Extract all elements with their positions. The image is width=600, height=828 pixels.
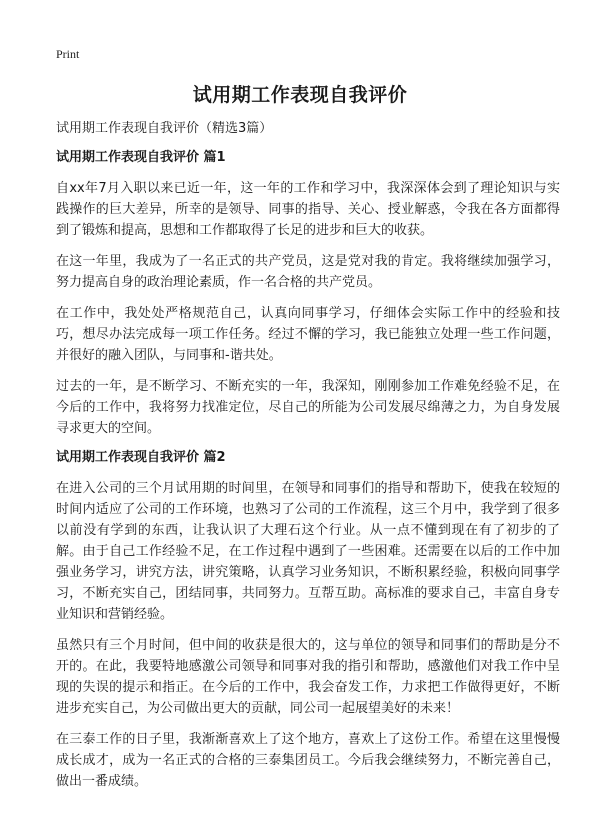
paragraph: 过去的一年，是不断学习、不断充实的一年，我深知，刚刚参加工作难免经验不足，在今后的工作中，我将努力找准定位，尽自己的所能为公司发展尽绵薄之力，为自身发展寻求更大的空间。 (56, 379, 560, 436)
paragraph: 虽然只有三个月时间，但中间的收获是很大的，这与单位的领导和同事们的帮助是分不开的。在此，我要特地感激公司领导和同事对我的指引和帮助，感激他们对我工作中呈现的失误的提示和指正。在今后的工作中，我会奋发工作，力求把工作做得更好，不断进步充实自己，为公司做出更大的贡献，同公司一起展望美好的未来！ (56, 638, 560, 716)
paragraph: 在进入公司的三个月试用期的时间里，在领导和同事们的指导和帮助下，使我在较短的时间内适应了公司的工作环境，也熟习了公司的工作流程，这三个月中，我学到了很多以前没有学到的东西，让我认识了大理石这个行业。从一点不懂到现在有了初步的了解。由于自己工作经验不足，在工作过程中遇到了一些困难。还需要在以后的工作中加强业务学习，讲究方法，讲究策略，认真学习业务知识，不断积累经验，积极向同事学习，不断充实自己，团结同事，共同努力。互帮互助。高标准的要求自己，丰富自身专业知识和营销经验。 (56, 481, 560, 622)
print-link[interactable]: Print (56, 47, 80, 61)
section-1 (56, 149, 560, 439)
paragraph: 自xx年7月入职以来已近一年，这一年的工作和学习中，我深深体会到了理论知识与实践操作的巨大差异，所幸的是领导、同事的指导、关心、授业解惑，令我在各方面都得到了锻炼和提高，思想和工作都取得了长足的进步和巨大的收获。 (56, 181, 560, 238)
document-body (56, 120, 560, 802)
section-heading: 试用期工作表现自我评价 篇1 (56, 150, 226, 165)
paragraph: 在工作中，我处处严格规范自己，认真向同事学习，仔细体会实际工作中的经验和技巧，想尽办法完成每一项工作任务。经过不懈的学习，我已能独立处理一些工作问题，并很好的融入团队，与同事和-谐共处。 (56, 306, 560, 363)
paragraph: 在这一年里，我成为了一名正式的共产党员，这是党对我的肯定。我将继续加强学习，努力提高自身的政治理论素质，作一名合格的共产党员。 (56, 254, 560, 290)
document-subtitle: 试用期工作表现自我评价（精选3篇） (56, 121, 273, 136)
section-heading: 试用期工作表现自我评价 篇2 (56, 450, 226, 465)
paragraph: 在三泰工作的日子里，我渐渐喜欢上了这个地方，喜欢上了这份工作。希望在这里慢慢成长成才，成为一名正式的合格的三泰集团员工。今后我会继续努力，不断完善自己，做出一番成绩。 (56, 732, 560, 789)
document-title: 试用期工作表现自我评价 (192, 84, 408, 106)
section-2 (56, 449, 560, 792)
